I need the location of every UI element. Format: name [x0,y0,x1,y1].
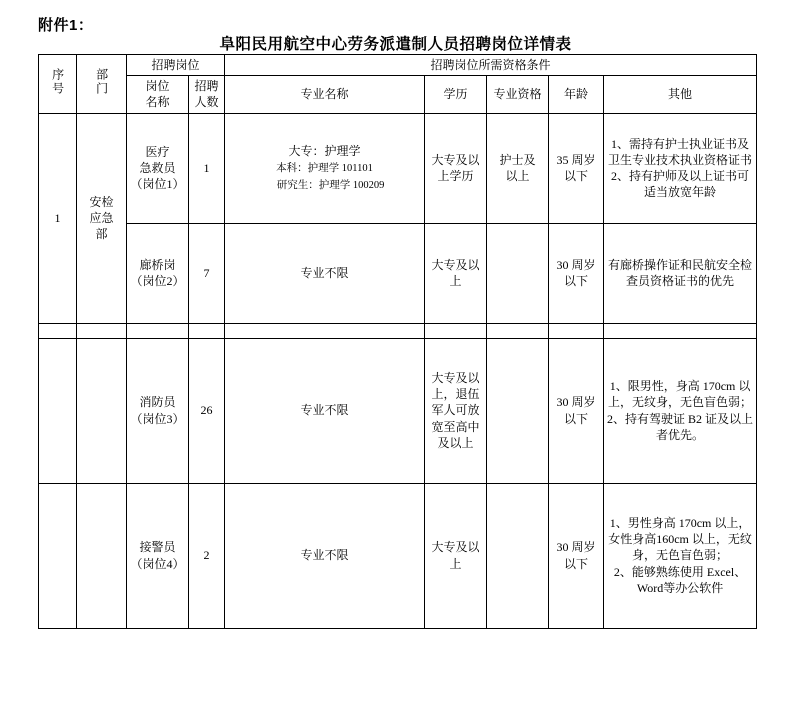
cell-professional-qualification [487,483,549,628]
cell-professional-qualification [487,223,549,323]
spacer-cell [549,323,604,338]
cell-index [39,338,77,483]
cell-post-name: 消防员 （岗位3） [127,338,189,483]
cell-other: 1、男性身高 170cm 以上，女性身高160cm 以上，无纹身，无色盲色弱； 2、能够熟练使用 Excel、Word等办公软件 [604,483,757,628]
attachment-label: 附件1： [38,17,94,34]
cell-education: 大专及以 上学历 [425,113,487,223]
spacer-cell [425,323,487,338]
cell-major: 专业不限 [225,483,425,628]
cell-age: 30 周岁 以下 [549,338,604,483]
col-header-post-name: 岗位 名称 [127,76,189,113]
spacer-cell [487,323,549,338]
cell-other: 1、限男性，身高 170cm 以上，无纹身，无色盲色弱； 2、持有驾驶证 B2 证及以上者优先。 [604,338,757,483]
cell-major: 专业不限 [225,338,425,483]
cell-post-name: 医疗 急救员 （岗位1） [127,113,189,223]
col-header-index: 序号 [39,55,77,114]
col-header-department: 部门 [77,55,127,114]
cell-headcount: 2 [189,483,225,628]
table-row [39,113,757,223]
section-spacer [39,323,757,338]
recruitment-table [38,54,757,629]
page-title: 阜阳民用航空中心劳务派遣制人员招聘岗位详情表 [219,36,572,53]
cell-index [39,483,77,628]
table-row [39,338,757,483]
spacer-cell [39,323,77,338]
cell-major: 专业不限 [225,223,425,323]
cell-other: 有廊桥操作证和民航安全检查员资格证书的优先 [604,223,757,323]
table-header-row-1 [39,55,757,76]
table-row [39,483,757,628]
cell-education: 大专及以 上，退伍 军人可放 宽至高中 及以上 [425,338,487,483]
cell-department: 安检 应急 部 [77,113,127,323]
table-header-row-2 [39,76,757,113]
cell-major: 大专：护理学 本科：护理学 101101 研究生：护理学 100209 [225,113,425,223]
cell-headcount: 1 [189,113,225,223]
group-header-recruit-post: 招聘岗位 [127,55,225,76]
cell-education: 大专及以 上 [425,483,487,628]
group-header-qualifications: 招聘岗位所需资格条件 [225,55,757,76]
cell-age: 30 周岁 以下 [549,223,604,323]
cell-post-name: 接警员 （岗位4） [127,483,189,628]
table-row [39,223,757,323]
col-header-other: 其他 [604,76,757,113]
cell-professional-qualification: 护士及 以上 [487,113,549,223]
cell-headcount: 7 [189,223,225,323]
col-header-major: 专业名称 [225,76,425,113]
cell-age: 35 周岁 以下 [549,113,604,223]
col-header-professional-qualification: 专业资格 [487,76,549,113]
spacer-cell [189,323,225,338]
cell-department [77,338,127,483]
col-header-education: 学历 [425,76,487,113]
col-header-headcount: 招聘 人数 [189,76,225,113]
cell-professional-qualification [487,338,549,483]
cell-post-name: 廊桥岗 （岗位2） [127,223,189,323]
spacer-cell [225,323,425,338]
spacer-cell [604,323,757,338]
spacer-cell [77,323,127,338]
cell-department [77,483,127,628]
cell-age: 30 周岁 以下 [549,483,604,628]
cell-other: 1、需持有护士执业证书及卫生专业技术执业资格证书 2、持有护师及以上证书可适当放宽年龄 [604,113,757,223]
col-header-age: 年龄 [549,76,604,113]
cell-education: 大专及以 上 [425,223,487,323]
cell-index: 1 [39,113,77,323]
cell-headcount: 26 [189,338,225,483]
spacer-cell [127,323,189,338]
